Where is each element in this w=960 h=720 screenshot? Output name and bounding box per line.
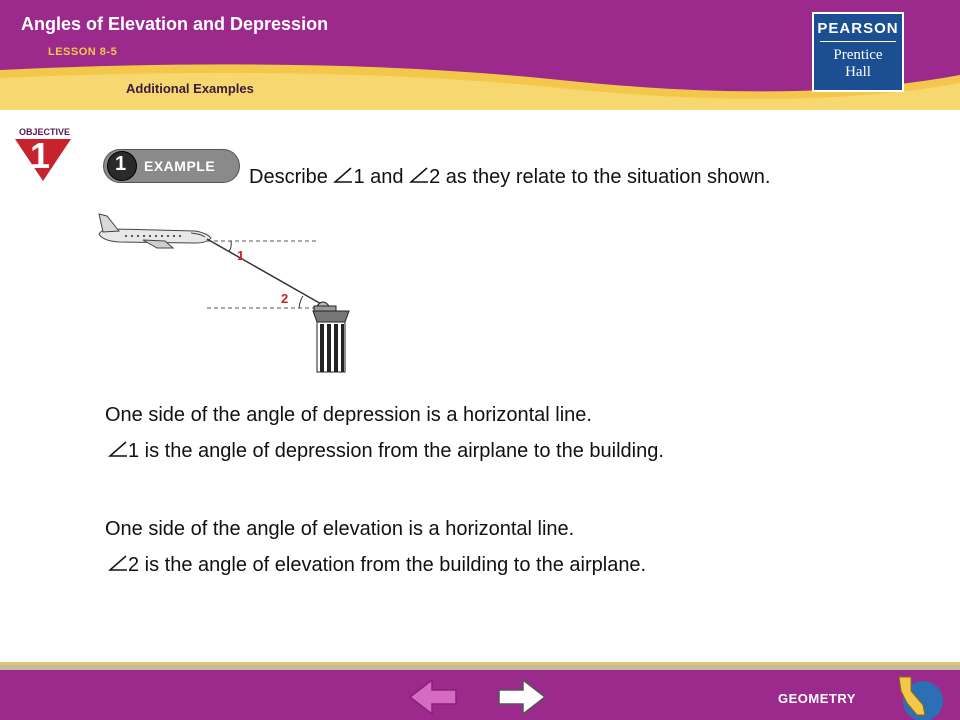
body-line-4-text: 2 is the angle of elevation from the building to the airplane. [128,554,647,576]
footer-stripe [0,665,960,670]
footer-label: GEOMETRY [778,691,856,706]
question-part-2: 2 as they relate to the situation shown. [429,166,771,188]
body-line-1: One side of the angle of depression is a horizontal line. [105,404,592,426]
publisher-logo [812,12,904,92]
header [0,0,960,110]
body-line-2 [108,440,664,463]
objective-number: 1 [30,135,51,176]
footer [0,662,960,720]
body-line-3: One side of the angle of elevation is a horizontal line. [105,518,575,540]
logo-bottom-line-2: Hall [845,64,871,80]
arrow-right-icon[interactable] [497,678,547,716]
angle-2-arc [299,296,303,308]
airplane-tower-diagram [95,210,355,380]
body-line-4 [108,554,646,577]
logo-top-text: PEARSON [817,20,899,37]
question-describe: Describe [249,166,328,188]
question-part-1: 1 and [353,166,404,188]
angle-symbol-icon [409,166,429,184]
angle-symbol-icon [108,554,128,572]
slide-title: Angles of Elevation and Depression [21,14,329,34]
arrow-left-icon[interactable] [408,678,458,716]
angle-1-arc [229,241,231,251]
objective-label: OBJECTIVE [19,127,71,137]
control-tower-icon [313,302,349,372]
body-line-2-text: 1 is the angle of depression from the airplane to the building. [128,440,664,462]
angle-symbol-icon [108,440,128,458]
slide-subtitle: Additional Examples [126,81,254,96]
line-of-sight [207,239,323,305]
logo-bottom-line-1: Prentice [833,47,883,63]
logo-bottom-text [814,47,902,81]
example-number: 1 [115,153,127,175]
angle-symbol-icon [333,166,353,184]
angle-1-label: 1 [237,248,245,263]
state-globe-icon [893,671,943,720]
logo-divider [820,41,896,42]
airplane-icon [99,214,211,248]
question-text [249,166,770,189]
lesson-label: LESSON 8-5 [48,46,118,58]
angle-2-label: 2 [281,291,289,306]
example-label: EXAMPLE [144,158,216,174]
